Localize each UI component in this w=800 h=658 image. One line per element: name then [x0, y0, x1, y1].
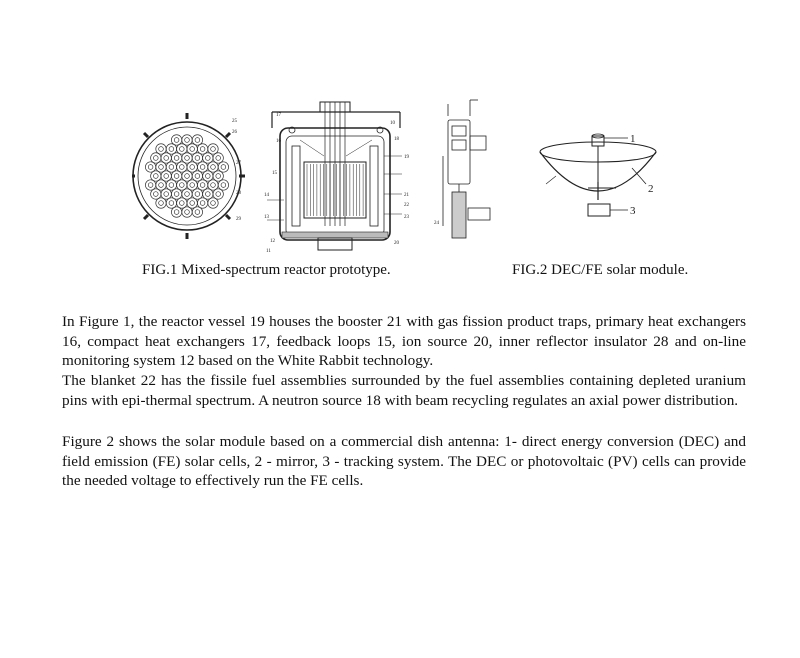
solar-label-mirror: 2 — [648, 183, 654, 195]
vessel-label-11: 11 — [266, 249, 271, 254]
paragraph-figure-1-description: In Figure 1, the reactor vessel 19 houses the booster 21 with gas fission product traps, primary heat exchangers 16, compact heat exchangers 17, feedback loops 15, ion source 20, inner reflector insulator 28 and on-line monitoring system 12 based on the White Rabbit technology. — [62, 313, 746, 370]
vessel-label-20: 20 — [394, 241, 399, 246]
core-label-29: 29 — [236, 217, 241, 222]
core-cross-section — [132, 113, 245, 239]
solar-label-tracking: 3 — [630, 205, 636, 217]
core-label-27: 27 — [236, 161, 241, 166]
reactor-vessel-cutaway — [267, 102, 402, 250]
vessel-label-19: 19 — [404, 155, 409, 160]
loop-schematic — [443, 100, 490, 238]
solar-module-figure — [520, 118, 700, 228]
vessel-label-15: 15 — [272, 171, 277, 176]
solar-label-dec-fe-cells: 1 — [630, 133, 636, 145]
reactor-prototype-figure — [132, 96, 502, 256]
vessel-label-17: 17 — [276, 113, 281, 118]
paragraph-figure-2-description: Figure 2 shows the solar module based on a commercial dish antenna: 1- direct energy conversion (DEC) and field emission (FE) solar cells, 2 - mirror, 3 - tracking system. The DEC or photovoltaic (PV) cells can provide the needed voltage to effectively run the FE cells. — [62, 433, 746, 490]
vessel-label-23: 23 — [404, 215, 409, 220]
core-label-26: 26 — [232, 130, 237, 135]
vessel-label-22: 22 — [404, 203, 409, 208]
vessel-label-10: 10 — [390, 121, 395, 126]
vessel-label-21: 21 — [404, 193, 409, 198]
vessel-label-12: 12 — [270, 239, 275, 244]
figure-1-caption: FIG.1 Mixed-spectrum reactor prototype. — [142, 262, 391, 278]
vessel-label-16: 16 — [276, 139, 281, 144]
loop-label-24: 24 — [434, 221, 439, 226]
core-label-25: 25 — [232, 119, 237, 124]
core-label-28: 28 — [236, 191, 241, 196]
vessel-label-14: 14 — [264, 193, 269, 198]
vessel-label-18: 18 — [394, 137, 399, 142]
figure-2-caption: FIG.2 DEC/FE solar module. — [512, 262, 689, 278]
vessel-label-13: 13 — [264, 215, 269, 220]
paragraph-blanket-description: The blanket 22 has the fissile fuel assemblies surrounded by the fuel assemblies containing depleted uranium pins with epi-thermal spectrum. A neutron source 18 with beam recycling regulates an axial power distribution. — [62, 372, 746, 409]
